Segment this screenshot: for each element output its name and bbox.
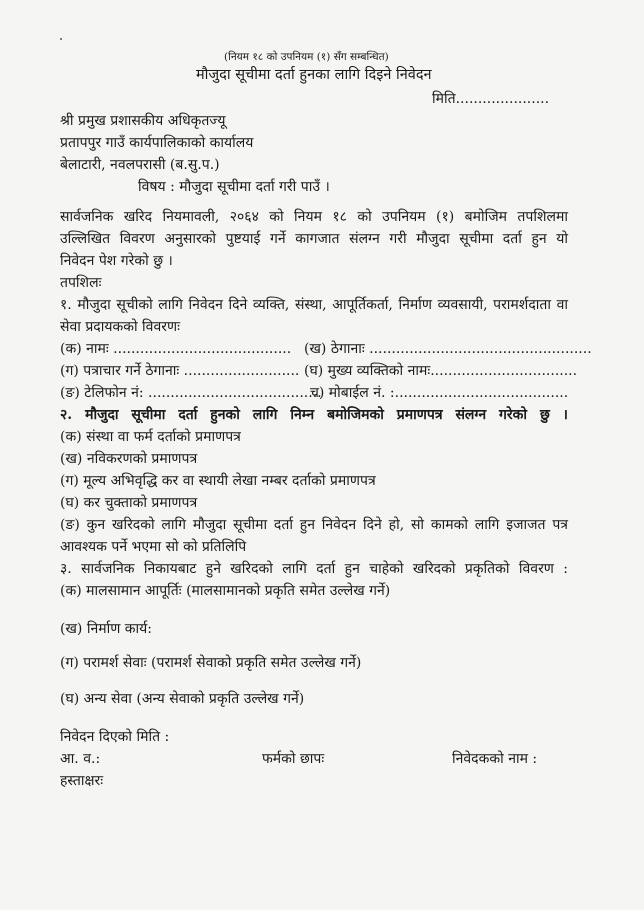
section2-item-ga: (ग) मूल्य अभिवृद्धि कर वा स्थायी लेखा नम्बर दर्ताको प्रमाणपत्र: [60, 473, 376, 489]
section1-line-1: १. मौजुदा सूचीको लागि निवेदन दिने व्यक्ति, संस्था, आपूर्तिकर्ता, निर्माण व्यवसायी, परामर्शदाता वा: [60, 297, 568, 313]
scan-speck: [60, 38, 62, 40]
section3-consulting: (ग) परामर्श सेवाः (परामर्श सेवाको प्रकृति समेत उल्लेख गर्ने): [60, 655, 362, 671]
section3-other-services: (घ) अन्य सेवा (अन्य सेवाको प्रकृति उल्लेख गर्ने): [60, 691, 305, 707]
correspondence-address-field: (ग) पत्राचार गर्ने ठेगानाः ..........................: [60, 363, 300, 379]
section2-item-nga-cont: आवश्यक पर्ने भएमा सो को प्रतिलिपि: [60, 539, 247, 555]
address-line-1: श्री प्रमुख प्रशासकीय अधिकृतज्यू: [60, 113, 226, 129]
section2-heading: २. मौजुदा सूचीमा दर्ता हुनको लागि निम्न बमोजिमको प्रमाणपत्र संलग्न गरेको छु ।: [60, 407, 568, 423]
details-label: तपशिलः: [60, 275, 102, 291]
section3-heading: ३. सार्वजनिक निकायबाट हुने खरिदको लागि दर्ता हुन चाहेको खरिदको प्रकृतिको विवरण :: [60, 561, 568, 577]
section1-line-2: सेवा प्रदायकको विवरणः: [60, 319, 180, 335]
subject-line: विषय : मौजुदा सूचीमा दर्ता गरी पाउँ ।: [138, 179, 330, 195]
section2-item-nga: (ङ) कुन खरिदको लागि मौजुदा सूचीमा दर्ता हुन निवेदन दिने हो, सो कामको लागि इजाजत पत्र: [60, 517, 568, 533]
mobile-field: च) मोबाईल नं. :.......................................: [310, 385, 569, 401]
date-line: मिति.....................: [432, 91, 550, 107]
intro-line-2: उल्लिखित विवरण अनुसारको पुष्टयाई गर्ने कागजात संलग्न गरी मौजुदा सूचीमा दर्ता हुन यो: [60, 231, 568, 247]
fiscal-year: आ. व.:: [60, 751, 101, 767]
form-title: मौजुदा सूचीमा दर्ता हुनका लागि दिइने निवेदन: [196, 67, 432, 83]
section3-construction: (ख) निर्माण कार्य:: [60, 621, 153, 637]
telephone-field: (ङ) टेलिफोन नं: .......................................: [60, 385, 322, 401]
key-person-field: (घ) मुख्य व्यक्तिको नामः.................................: [304, 363, 578, 379]
intro-line-3: निवेदन पेश गरेको छु ।: [60, 253, 173, 269]
signature: हस्ताक्षरः: [60, 773, 104, 789]
address-line-2: प्रतापपुर गाउँ कार्यपालिकाको कार्यालय: [60, 135, 254, 151]
section2-item-gha: (घ) कर चुक्ताको प्रमाणपत्र: [60, 495, 198, 511]
address-line-3: बेलाटारी, नवलपरासी (ब.सु.प.): [60, 157, 220, 173]
section2-item-ka: (क) संस्था वा फर्म दर्ताको प्रमाणपत्र: [60, 429, 241, 445]
section2-item-kha: (ख) नविकरणको प्रमाणपत्र: [60, 451, 198, 467]
applicant-name: निवेदकको नाम :: [452, 751, 538, 767]
firm-stamp: फर्मको छापः: [262, 751, 325, 767]
application-date: निवेदन दिएको मिति :: [60, 729, 170, 745]
name-field: (क) नामः ........................................: [60, 341, 292, 357]
section3-goods: (क) मालसामान आपूर्तिः (मालसामानको प्रकृति समेत उल्लेख गर्ने): [60, 583, 391, 599]
form-subtitle: (नियम १८ को उपनियम (१) सँग सम्बन्धित): [224, 51, 389, 63]
address-field: (ख) ठेगानाः ..................................................: [304, 341, 592, 357]
intro-line-1: सार्वजनिक खरिद नियमावली, २०६४ को नियम १८ को उपनियम (१) बमोजिम तपशिलमा: [60, 209, 568, 225]
